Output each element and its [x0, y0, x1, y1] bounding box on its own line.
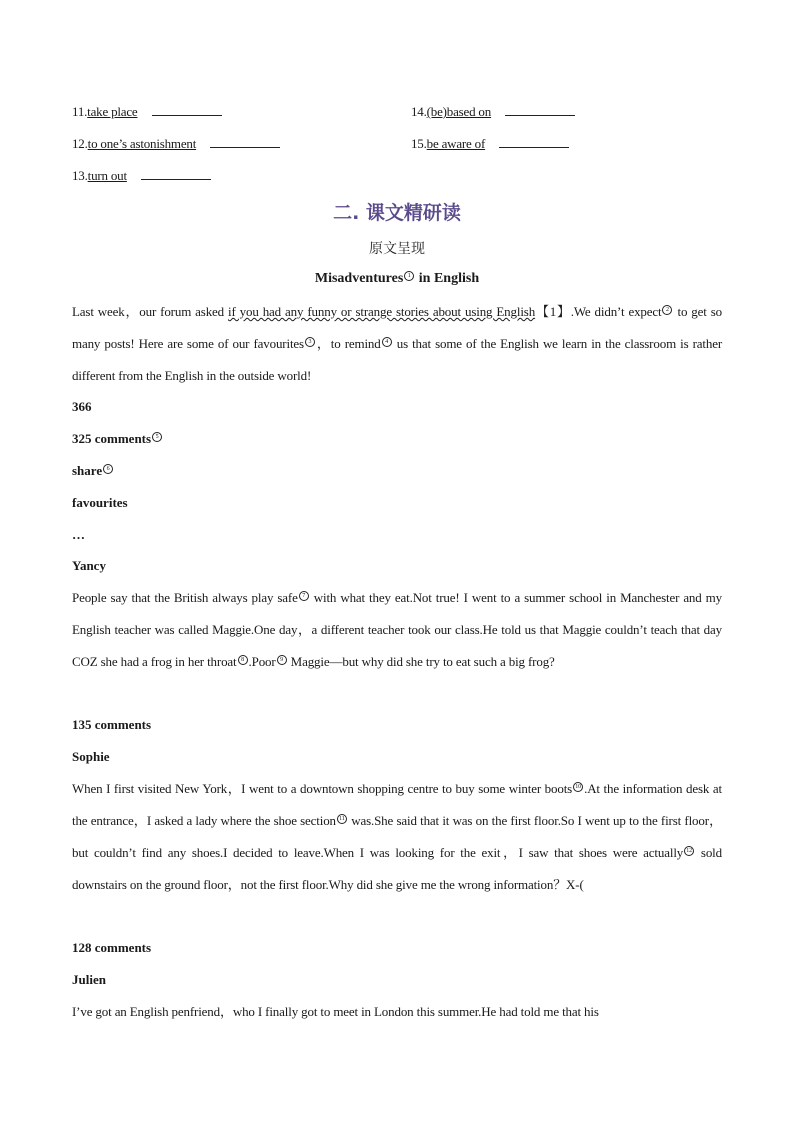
- post-comments-count: 135 comments: [72, 717, 152, 732]
- section-title: 二. 课文精研读: [333, 202, 461, 224]
- answer-blank[interactable]: [505, 103, 575, 116]
- section-subtitle: 原文呈现: [369, 241, 425, 257]
- post-text: with what they eat.Not true! I went to a summer school in Manchester and my English teacher was called Maggie.One day，a different teacher took our class.He told us that Maggie couldn’t teach that day COZ she had a frog in her throat: [72, 590, 722, 669]
- annotation-marker: 5: [152, 432, 162, 442]
- vocab-number: 15.: [411, 136, 427, 151]
- vocab-phrase: to one’s astonishment: [87, 136, 197, 151]
- annotation-marker: 11: [337, 814, 347, 824]
- answer-blank[interactable]: [152, 103, 222, 116]
- vocab-item-12: [72, 135, 280, 152]
- vocab-row: [72, 103, 722, 123]
- intro-text: .We didn’t expect: [570, 304, 662, 319]
- vocab-row: [72, 167, 722, 187]
- annotation-marker: 3: [305, 337, 315, 347]
- post-text: .At the information desk at the entrance，I asked a lady where the shoe section: [72, 781, 722, 828]
- vocab-number: 11.: [72, 104, 88, 119]
- answer-blank[interactable]: [210, 135, 280, 148]
- article-title: [0, 271, 794, 287]
- post-text: I’ve got an English penfriend，who I finally got to meet in London this summer.He had told me that his: [72, 1004, 599, 1019]
- vocab-phrase: (be)based on: [426, 104, 492, 119]
- vocab-item-15: [411, 135, 569, 152]
- post-author: Yancy: [72, 558, 106, 573]
- vocab-phrase: turn out: [87, 168, 127, 183]
- post-body: [72, 582, 722, 678]
- post-text: People say that the British always play safe: [72, 590, 298, 605]
- vocab-item-14: [411, 103, 575, 120]
- post-text: .Poor: [248, 654, 276, 669]
- likes-count: 366: [72, 399, 92, 414]
- ellipsis: …: [72, 527, 85, 542]
- answer-blank[interactable]: [499, 135, 569, 148]
- share-text: share: [72, 463, 103, 478]
- bracket-marker: 【1】: [535, 304, 571, 319]
- annotation-marker: 9: [277, 655, 287, 665]
- post-body: [72, 996, 722, 1028]
- vocab-number: 14.: [411, 104, 427, 119]
- article-title-tail: in English: [415, 271, 480, 286]
- annotation-marker: 8: [238, 655, 248, 665]
- comments-text: 325 comments: [72, 431, 152, 446]
- post-text: Maggie—but why did she try to eat such a big frog?: [287, 654, 555, 669]
- annotation-marker: 6: [103, 464, 113, 474]
- vocab-row: [72, 135, 722, 155]
- vocab-item-13: [72, 167, 211, 184]
- intro-text: to get so many posts! Here are some of our favourites: [72, 304, 722, 351]
- annotation-marker: 1: [404, 271, 414, 281]
- intro-text: Last week，our forum asked: [72, 304, 229, 319]
- intro-text: ，to remind: [315, 336, 381, 351]
- vocab-phrase: be aware of: [426, 136, 486, 151]
- vocab-phrase: take place: [87, 104, 138, 119]
- vocab-number: 12.: [72, 136, 88, 151]
- annotation-marker: 10: [573, 782, 583, 792]
- favourites-link[interactable]: favourites: [72, 495, 128, 510]
- post-text: was.She said that it was on the first floor.So I went up to the first floor，but couldn’t find any shoes.I decided to leave.When I was looking for the exit，I saw that shoes were actually: [72, 813, 723, 860]
- annotation-marker: 2: [662, 305, 672, 315]
- share-link[interactable]: [72, 463, 114, 479]
- article-title-text: Misadventures: [314, 271, 404, 286]
- annotation-marker: 7: [299, 591, 309, 601]
- intro-paragraph: [72, 296, 722, 392]
- post-comments-count: 128 comments: [72, 940, 152, 955]
- vocab-item-11: [72, 103, 222, 120]
- annotation-marker: 12: [684, 846, 694, 856]
- intro-text: us that some of the English we learn in the classroom is rather different from the English in the outside world!: [72, 336, 723, 383]
- post-body: [72, 773, 722, 901]
- vocab-number: 13.: [72, 168, 88, 183]
- comments-count: [72, 431, 163, 447]
- highlighted-clause: if you had any funny or strange stories about using English: [228, 304, 536, 319]
- post-author: Julien: [72, 972, 106, 987]
- post-author: Sophie: [72, 749, 110, 764]
- answer-blank[interactable]: [141, 167, 211, 180]
- post-text: sold downstairs on the ground floor，not the first floor.Why did she give me the wrong information？X-(: [72, 845, 722, 892]
- post-text: When I first visited New York，I went to a downtown shopping centre to buy some winter boots: [72, 781, 573, 796]
- annotation-marker: 4: [382, 337, 392, 347]
